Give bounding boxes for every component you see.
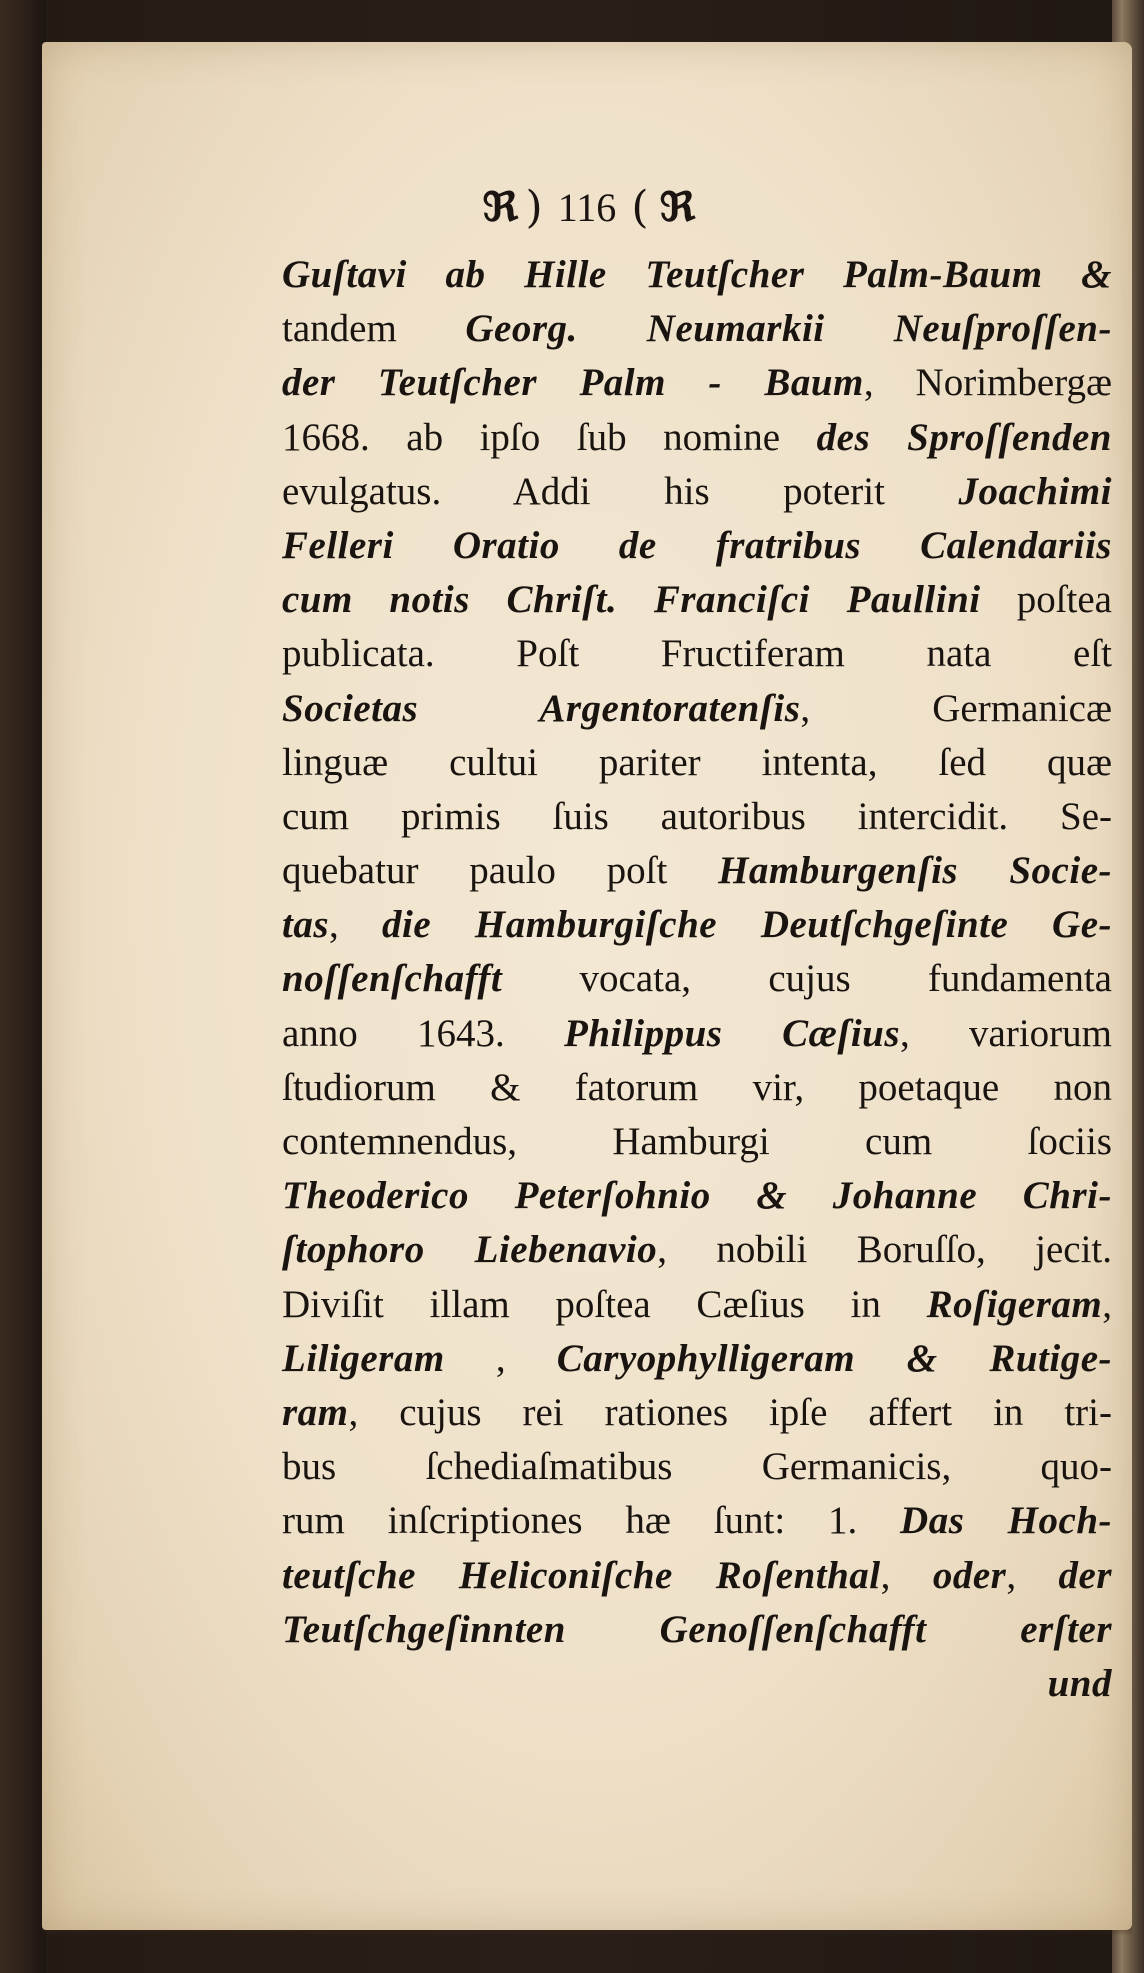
italic-segment: ram (282, 1390, 349, 1434)
italic-segment: die Hamburgiſche Deutſchgeſinte Ge- (382, 903, 1112, 947)
text-line (282, 790, 1112, 844)
roman-segment: contemnendus, Hamburgi cum ſociis (282, 1120, 1112, 1163)
page-header (42, 182, 1132, 233)
italic-segment: Philippus Cæſius (564, 1011, 901, 1055)
roman-segment: Diviſit illam poſtea Cæſius in (282, 1282, 927, 1326)
roman-segment: , (444, 1336, 557, 1380)
right-ornament-icon: ℜ (659, 184, 692, 231)
italic-segment: Caryophylligeram & Rutige- (556, 1336, 1112, 1380)
italic-segment: cum notis Chriſt. Franciſci Paullini (282, 578, 981, 622)
roman-segment: , nobili Boruſſo, jecit. (657, 1228, 1112, 1272)
italic-segment: Liligeram (282, 1336, 445, 1380)
italic-segment: Guſtavi ab Hille Teutſcher Palm-Baum & (282, 253, 1112, 296)
text-line (282, 1549, 1112, 1603)
roman-segment: tandem (282, 307, 466, 351)
italic-segment: Georg. Neumarkii Neuſproſſen- (465, 307, 1112, 351)
roman-segment: , (880, 1553, 933, 1597)
roman-segment: , (1006, 1553, 1059, 1597)
italic-segment: und (1047, 1661, 1112, 1705)
italic-segment: Societas Argentoratenſis (282, 686, 801, 730)
italic-segment: der Teutſcher Palm - Baum (282, 361, 864, 405)
text-line (282, 302, 1112, 356)
italic-segment: Joachimi (958, 469, 1112, 513)
roman-segment: evulgatus. Addi his poterit (282, 469, 959, 513)
italic-segment: Felleri Oratio de fratribus Calendariis (282, 523, 1112, 567)
text-line (282, 1007, 1112, 1061)
text-line (282, 1223, 1112, 1277)
italic-segment: ſtophoro Liebenavio (282, 1228, 658, 1272)
text-line (282, 248, 1112, 302)
page-sheet (42, 42, 1132, 1930)
header-left-paren: ) (525, 182, 543, 233)
text-line (282, 1386, 1112, 1440)
roman-segment: , variorum (900, 1011, 1112, 1055)
text-line (282, 844, 1112, 898)
roman-segment: , Germanicæ (800, 686, 1113, 730)
italic-segment: noſſenſchafft (282, 957, 503, 1001)
text-line (282, 1657, 1112, 1711)
italic-segment: Das Hoch- (900, 1499, 1112, 1543)
italic-segment: Hamburgenſis Socie- (718, 849, 1112, 893)
italic-segment: teutſche Heliconiſche Roſenthal (282, 1553, 881, 1597)
roman-segment: anno 1643. (282, 1011, 565, 1055)
text-line (282, 736, 1112, 790)
text-line (282, 1332, 1112, 1386)
roman-segment: quebatur paulo poſt (282, 849, 719, 893)
body-text (282, 248, 1112, 1711)
text-line (282, 1440, 1112, 1494)
roman-segment: cum primis ſuis autoribus intercidit. Se- (282, 794, 1112, 838)
roman-segment: poſtea (980, 578, 1112, 622)
roman-segment: ſtudiorum & fatorum vir, poetaque non (282, 1065, 1112, 1109)
header-right-paren: ( (631, 182, 649, 233)
roman-segment: rum inſcriptiones hæ ſunt: 1. (282, 1499, 901, 1543)
italic-segment: tas (282, 903, 330, 947)
text-line (282, 1061, 1112, 1115)
roman-segment: bus ſchediaſmatibus Germanicis, quo- (282, 1445, 1112, 1489)
text-line (282, 682, 1112, 736)
italic-segment: Roſigeram (926, 1282, 1103, 1326)
text-line (282, 519, 1112, 573)
text-line (282, 411, 1112, 465)
text-line (282, 1278, 1112, 1332)
page-number: 116 (557, 185, 617, 230)
text-line (282, 1494, 1112, 1548)
left-ornament-icon: ℜ (482, 184, 515, 231)
text-line (282, 1169, 1112, 1223)
text-line (282, 952, 1112, 1006)
text-line (282, 573, 1112, 627)
text-line (282, 627, 1112, 681)
roman-segment: linguæ cultui pariter intenta, ſed quæ (282, 740, 1112, 784)
text-line (282, 1115, 1112, 1169)
roman-segment: publicata. Poſt Fructiferam nata eſt (282, 632, 1112, 676)
roman-segment: 1668. ab ipſo ſub nomine (282, 415, 817, 459)
text-line (282, 1603, 1112, 1657)
roman-segment: , (329, 903, 383, 947)
italic-segment: Teutſchgeſinnten Genoſſenſchafft erſter (282, 1607, 1112, 1651)
roman-segment: , cujus rei rationes ipſe affert in tri- (348, 1390, 1112, 1434)
roman-segment: vocata, cujus fundamenta (502, 957, 1112, 1001)
roman-segment: , Norimbergæ (863, 361, 1112, 405)
italic-segment: der (1058, 1553, 1113, 1597)
text-line (282, 356, 1112, 410)
book-spine-edge (0, 0, 46, 1973)
italic-segment: Theoderico Peterſohnio & Johanne Chri- (282, 1174, 1112, 1218)
italic-segment: des Sproſſenden (816, 415, 1112, 459)
italic-segment: oder (932, 1553, 1007, 1597)
text-line (282, 898, 1112, 952)
roman-segment: , (1102, 1282, 1112, 1326)
text-line (282, 465, 1112, 519)
